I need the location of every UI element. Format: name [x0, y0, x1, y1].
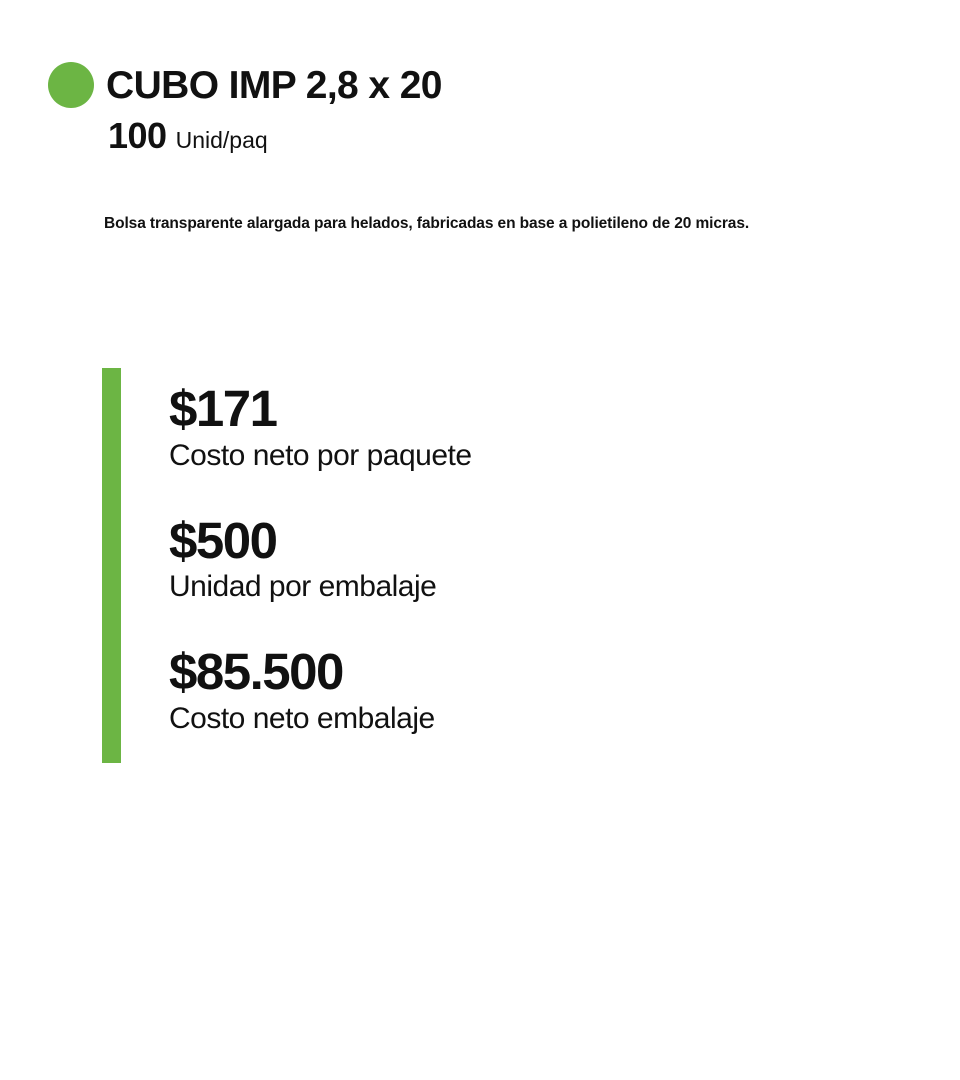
product-title-row	[48, 62, 928, 108]
price-value: $500	[169, 511, 277, 569]
list-item	[169, 511, 472, 606]
quantity-unit-label: Unid/paq	[175, 127, 268, 153]
price-value: $85.500	[169, 643, 343, 701]
quantity-value: 100	[108, 115, 167, 156]
price-value: $171	[169, 380, 277, 437]
list-item	[169, 645, 472, 737]
list-item	[169, 382, 472, 474]
product-description: Bolsa transparente alargada para helados, fabricadas en base a polietileno de 20 micras.	[104, 215, 750, 232]
price-label: Costo neto embalaje	[169, 701, 435, 735]
price-label: Unidad por embalaje	[169, 570, 437, 604]
bullet-dot-icon	[48, 62, 94, 108]
pricing-list	[121, 368, 472, 763]
product-header	[48, 62, 928, 154]
pricing-block	[102, 368, 802, 763]
page-title: CUBO IMP 2,8 x 20	[106, 63, 442, 107]
price-label: Costo neto por paquete	[169, 438, 472, 472]
quantity-row	[108, 115, 928, 156]
accent-bar	[102, 368, 121, 763]
